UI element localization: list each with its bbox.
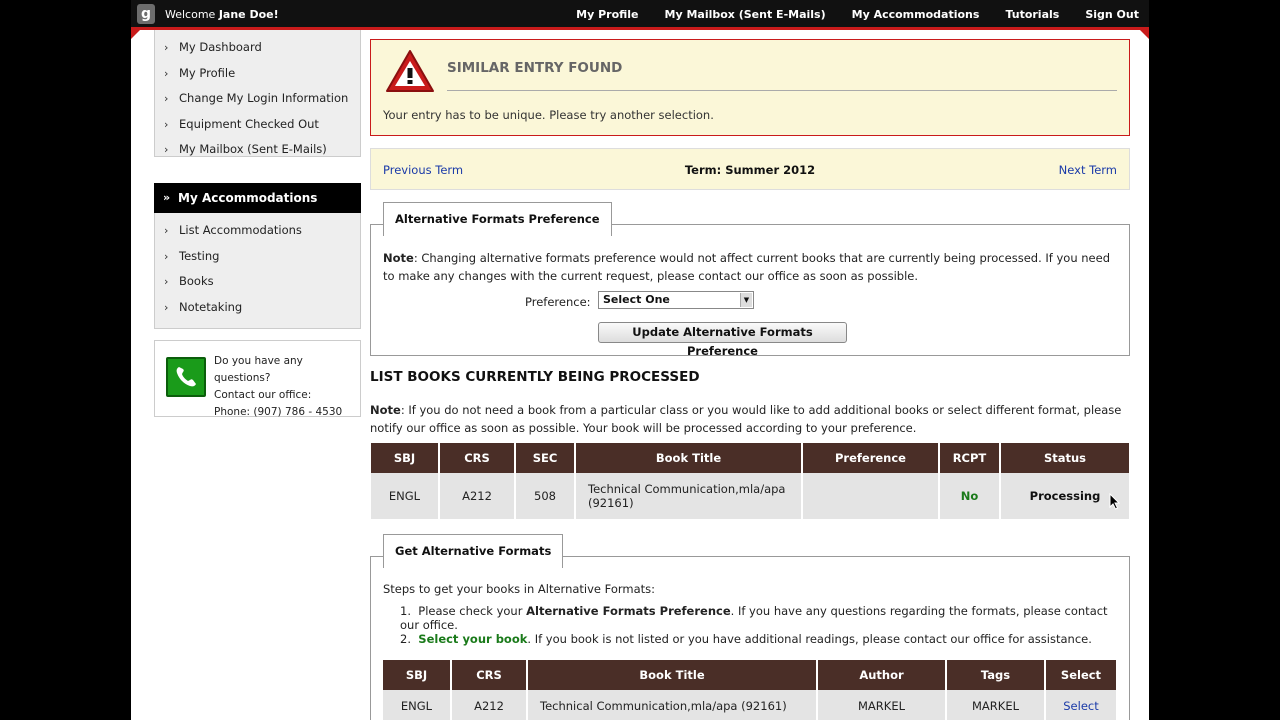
alert-message: Your entry has to be unique. Please try another selection.	[383, 108, 714, 122]
step-text: Please check your	[418, 604, 527, 618]
nav-my-profile[interactable]: My Profile	[576, 8, 639, 21]
preference-note	[383, 249, 1119, 285]
step-text: . If you have any questions regarding the formats, please contact our office.	[400, 604, 1108, 632]
sidebar-section-title: My Accommodations	[178, 191, 318, 205]
preference-select-value: Select One	[603, 293, 670, 306]
step-1	[400, 604, 1129, 632]
sidebar-item-label: Notetaking	[179, 299, 243, 314]
cell-author: MARKEL	[817, 690, 946, 720]
sidebar-item-label: My Dashboard	[179, 40, 262, 54]
processing-section-title: LIST BOOKS CURRENTLY BEING PROCESSED	[370, 369, 700, 385]
top-nav-links	[576, 8, 1139, 21]
nav-sign-out[interactable]: Sign Out	[1085, 8, 1139, 21]
column-header: SBJ	[371, 443, 439, 473]
cell-rcpt: No	[939, 473, 1000, 519]
column-header: RCPT	[939, 443, 1000, 473]
cell-select	[1045, 690, 1116, 720]
steps-intro: Steps to get your books in Alternative Formats:	[383, 582, 656, 596]
select-your-book-link[interactable]: Select your book	[418, 632, 528, 646]
sidebar-item-dashboard[interactable]	[155, 35, 360, 61]
sidebar-item-notetaking[interactable]	[155, 295, 360, 321]
panel-legend: Alternative Formats Preference	[383, 202, 612, 236]
update-preference-button[interactable]: Update Alternative Formats Preference	[598, 322, 847, 343]
panel-legend: Get Alternative Formats	[383, 534, 563, 568]
cell-crs: A212	[451, 690, 527, 720]
app-frame	[131, 0, 1149, 720]
phone-icon	[166, 357, 206, 397]
contact-phone: Phone: (907) 786 - 4530	[214, 406, 343, 418]
note-text: : If you do not need a book from a particular class or you would like to add additional books or select different format, please notify our office as soon as possible. Your book will be processed according to your preference.	[370, 403, 1122, 435]
step-number: 2.	[400, 632, 411, 646]
step-2	[400, 632, 1092, 646]
term-navigation	[370, 148, 1130, 190]
sidebar-item-login[interactable]	[155, 86, 360, 112]
column-header: Preference	[802, 443, 939, 473]
warning-icon	[384, 48, 436, 94]
nav-tutorials[interactable]: Tutorials	[1005, 8, 1060, 21]
column-header: SEC	[515, 443, 575, 473]
get-alt-formats-panel	[370, 544, 1130, 720]
alt-format-preference-panel	[370, 212, 1130, 358]
note-label: Note	[383, 251, 414, 265]
red-corner-right	[1140, 30, 1149, 39]
previous-term-link[interactable]: Previous Term	[383, 163, 464, 177]
cell-sbj: ENGL	[371, 473, 439, 519]
note-text: : Changing alternative formats preference would not affect current books that are currently being processed. If you need to make any changes with the current request, please contact our office as soon as possible.	[383, 251, 1110, 283]
column-header: Book Title	[575, 443, 802, 473]
sidebar-item-profile[interactable]	[155, 61, 360, 87]
welcome-prefix: Welcome	[165, 8, 216, 21]
top-nav-bar	[131, 0, 1149, 30]
contact-question: Do you have any questions?	[214, 355, 303, 384]
nav-my-accommodations[interactable]: My Accommodations	[851, 8, 980, 21]
step-number: 1.	[400, 604, 411, 618]
cell-preference	[802, 473, 939, 519]
cell-status: Processing	[1000, 473, 1129, 519]
chevron-right-icon: ›	[164, 143, 169, 157]
chevron-right-icon: ›	[164, 117, 169, 131]
column-header: Select	[1045, 660, 1116, 690]
sidebar-item-list-accommodations[interactable]	[155, 218, 360, 244]
table-row	[383, 690, 1116, 720]
table-header-row	[371, 443, 1129, 473]
welcome-text	[165, 8, 279, 21]
sidebar-item-books[interactable]	[155, 269, 360, 295]
column-header: SBJ	[383, 660, 451, 690]
sidebar-item-label: List Accommodations	[179, 223, 302, 237]
sidebar-item-mailbox[interactable]	[155, 137, 360, 163]
next-term-link[interactable]: Next Term	[1058, 163, 1117, 177]
chevron-right-icon: ›	[164, 92, 169, 106]
contact-text	[214, 353, 360, 421]
processing-note	[370, 401, 1130, 437]
processing-books-table	[371, 443, 1129, 519]
column-header: Tags	[946, 660, 1045, 690]
chevron-right-icon: ›	[164, 224, 169, 237]
similar-entry-alert	[370, 39, 1130, 136]
contact-box	[154, 340, 361, 417]
column-header: Status	[1000, 443, 1129, 473]
logo-icon[interactable]: g	[137, 4, 155, 24]
preference-label: Preference:	[525, 295, 591, 309]
alert-divider	[447, 90, 1117, 91]
contact-office: Contact our office:	[214, 389, 312, 401]
step-emphasis: Alternative Formats Preference	[526, 604, 731, 618]
current-term: Term: Summer 2012	[684, 163, 816, 177]
cell-book-title: Technical Communication,mla/apa (92161)	[527, 690, 817, 720]
dropdown-arrow-icon: ▼	[740, 293, 752, 307]
alert-title: SIMILAR ENTRY FOUND	[447, 60, 623, 76]
column-header: Author	[817, 660, 946, 690]
sidebar-item-equipment[interactable]	[155, 112, 360, 138]
alt-formats-books-table	[383, 660, 1116, 720]
sidebar-accommodations-menu	[154, 213, 361, 329]
chevron-right-icon: ›	[164, 66, 169, 80]
cell-sec: 508	[515, 473, 575, 519]
user-name: Jane Doe!	[218, 8, 279, 21]
sidebar-section-accommodations[interactable]	[154, 183, 361, 213]
nav-my-mailbox[interactable]: My Mailbox (Sent E-Mails)	[664, 8, 826, 21]
cell-tags: MARKEL	[946, 690, 1045, 720]
cell-sbj: ENGL	[383, 690, 451, 720]
chevron-right-icon: ›	[164, 275, 169, 289]
double-chevron-down-icon: »	[163, 191, 171, 204]
step-text: . If you book is not listed or you have additional readings, please contact our office for assistance.	[527, 632, 1092, 646]
column-header: CRS	[451, 660, 527, 690]
chevron-right-icon: ›	[164, 41, 169, 54]
note-label: Note	[370, 403, 401, 417]
column-header: Book Title	[527, 660, 817, 690]
cell-crs: A212	[439, 473, 515, 519]
red-corner-left	[131, 30, 140, 39]
sidebar-account-menu	[154, 30, 361, 157]
table-header-row	[383, 660, 1116, 690]
table-row	[371, 473, 1129, 519]
chevron-right-icon: ›	[164, 300, 169, 314]
chevron-right-icon: ›	[164, 249, 169, 263]
mouse-cursor-icon	[1109, 493, 1121, 511]
sidebar-item-label: Change My Login Information	[179, 91, 349, 106]
sidebar-item-label: My Mailbox (Sent E-Mails)	[179, 142, 327, 157]
select-book-link[interactable]: Select	[1063, 699, 1099, 713]
sidebar-item-label: My Profile	[179, 65, 236, 80]
sidebar-item-label: Books	[179, 274, 214, 289]
column-header: CRS	[439, 443, 515, 473]
cell-book-title: Technical Communication,mla/apa (92161)	[575, 473, 802, 519]
sidebar-item-label: Equipment Checked Out	[179, 116, 319, 131]
preference-select[interactable]	[598, 291, 754, 309]
sidebar-item-label: Testing	[179, 248, 220, 263]
sidebar-item-testing[interactable]	[155, 244, 360, 270]
